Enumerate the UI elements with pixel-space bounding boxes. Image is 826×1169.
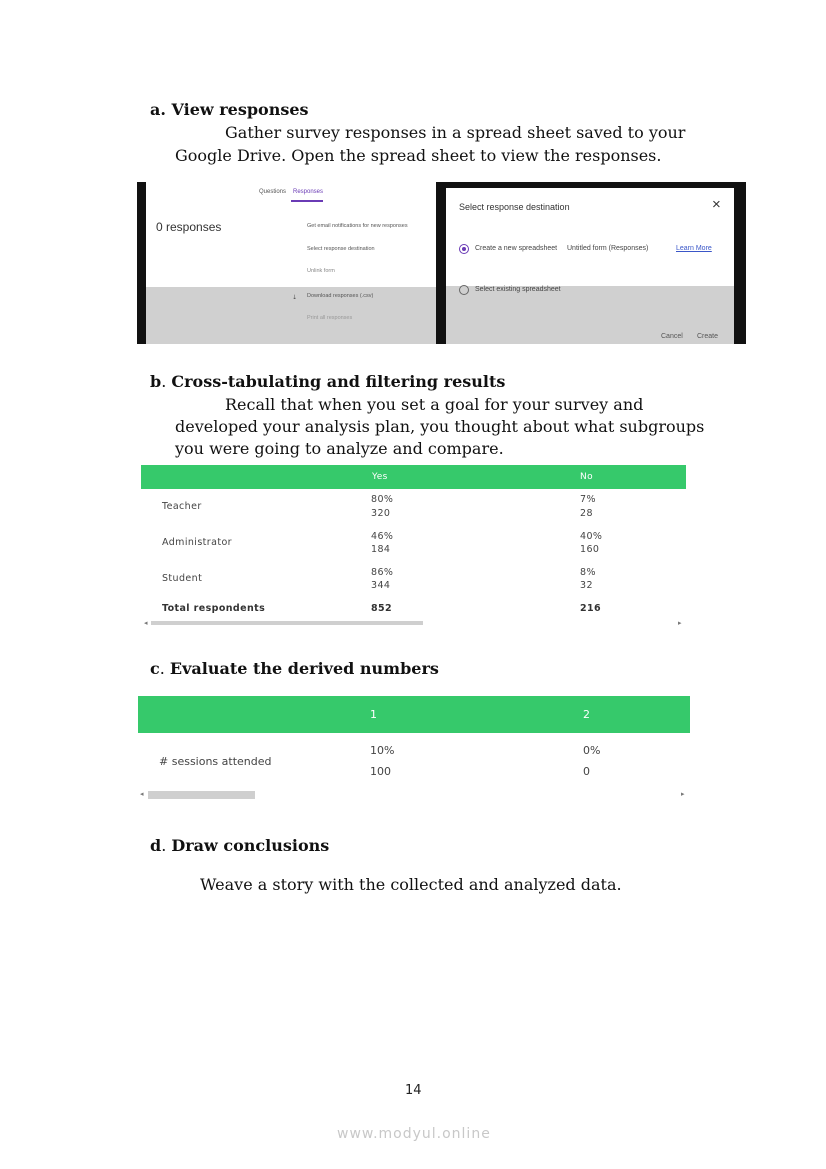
download-icon: ⤓ — [292, 294, 298, 301]
section-b-title: Cross-tabulating and filtering results — [171, 372, 506, 391]
tab-responses: Responses — [293, 189, 324, 195]
section-b-line2: developed your analysis plan, you thought about what subgroups — [175, 417, 705, 436]
section-a-line1: Gather survey responses in a spread sheet saved to your — [225, 123, 686, 142]
option-existing-spreadsheet: Select existing spreadsheet — [475, 286, 561, 293]
col1-pct: 10% — [370, 744, 395, 757]
section-d-title: Draw conclusions — [171, 836, 330, 855]
teacher-no-n: 28 — [580, 508, 593, 519]
page-number: 14 — [405, 1083, 422, 1098]
table-c-header — [138, 696, 690, 733]
student-yes-pct: 86% — [371, 567, 394, 578]
menu-item-download: Download responses (.csv) — [307, 293, 374, 299]
option-new-spreadsheet: Create a new spreadsheet — [475, 245, 558, 252]
create-label: Create — [697, 333, 719, 340]
screenshot-grey-area — [146, 287, 436, 344]
forms-responses-screenshot — [137, 182, 436, 344]
row-label-administrator: Administrator — [162, 537, 232, 548]
screenshot-border — [137, 182, 146, 344]
student-yes-n: 344 — [371, 580, 391, 591]
table-b-scrollbar[interactable] — [151, 621, 423, 625]
administrator-yes-pct: 46% — [371, 531, 394, 542]
row-label-teacher: Teacher — [162, 501, 202, 512]
option-new-name: Untitled form (Responses) — [567, 245, 649, 252]
table-b-scroll-right-icon[interactable]: ▸ — [678, 619, 682, 627]
section-a-line2: Google Drive. Open the spread sheet to view the responses. — [175, 146, 662, 165]
section-b-line1: Recall that when you set a goal for your survey and — [225, 395, 644, 414]
table-b-scroll-left-icon[interactable]: ◂ — [144, 619, 148, 627]
radio-existing-spreadsheet-icon — [459, 285, 469, 295]
total-yes: 852 — [371, 603, 393, 614]
section-c-letter: c — [150, 659, 160, 678]
menu-item-notifications: Get email notifications for new responses — [307, 223, 408, 229]
section-a-heading: a. View responses — [150, 100, 309, 119]
teacher-yes-n: 320 — [371, 508, 391, 519]
section-b-heading: b. Cross-tabulating and filtering results — [150, 372, 506, 391]
section-d-letter: d — [150, 836, 162, 855]
row-label-student: Student — [162, 573, 203, 584]
tab-questions: Questions — [259, 189, 287, 195]
table-c-scroll-right-icon[interactable]: ▸ — [681, 790, 685, 798]
section-d-body: Weave a story with the collected and analyzed data. — [200, 875, 622, 894]
cancel-label: Cancel — [661, 333, 683, 340]
section-c-heading: c. Evaluate the derived numbers — [150, 659, 439, 678]
dialog-title: Select response destination — [459, 202, 570, 212]
responses-count: 0 responses — [156, 220, 222, 234]
radio-new-spreadsheet-icon — [459, 244, 469, 254]
learn-more-link: Learn More — [676, 245, 712, 252]
section-d-heading: d. Draw conclusions — [150, 836, 330, 855]
table-c-scroll-left-icon[interactable]: ◂ — [140, 790, 144, 798]
administrator-yes-n: 184 — [371, 544, 391, 555]
table-c-col-2: 2 — [583, 708, 590, 721]
section-c-title: Evaluate the derived numbers — [169, 659, 439, 678]
administrator-no-n: 160 — [580, 544, 600, 555]
total-no: 216 — [580, 603, 602, 614]
close-icon: × — [712, 196, 721, 213]
student-no-n: 32 — [580, 580, 593, 591]
col2-pct: 0% — [583, 744, 601, 757]
tab-underline — [291, 200, 323, 202]
table-b-col-yes: Yes — [372, 472, 388, 482]
student-no-pct: 8% — [580, 567, 596, 578]
section-b-line3: you were going to analyze and compare. — [175, 439, 504, 458]
sessions-attended-label: # sessions attended — [159, 755, 272, 768]
menu-item-print: Print all responses — [307, 315, 353, 321]
menu-item-destination: Select response destination — [307, 246, 375, 252]
section-b-letter: b — [150, 372, 162, 391]
col2-n: 0 — [583, 765, 590, 778]
table-c-col-1: 1 — [370, 708, 377, 721]
menu-item-unlink: Unlink form — [307, 268, 335, 274]
watermark: www.modyul.online — [337, 1126, 491, 1142]
table-b-col-no: No — [580, 472, 594, 482]
teacher-no-pct: 7% — [580, 494, 596, 505]
response-destination-screenshot — [436, 182, 746, 344]
administrator-no-pct: 40% — [580, 531, 603, 542]
table-c-scrollbar[interactable] — [148, 791, 255, 799]
table-b-header — [141, 465, 686, 489]
teacher-yes-pct: 80% — [371, 494, 394, 505]
total-respondents-label: Total respondents — [162, 603, 266, 614]
col1-n: 100 — [370, 765, 391, 778]
dialog-grey-area — [446, 286, 734, 344]
